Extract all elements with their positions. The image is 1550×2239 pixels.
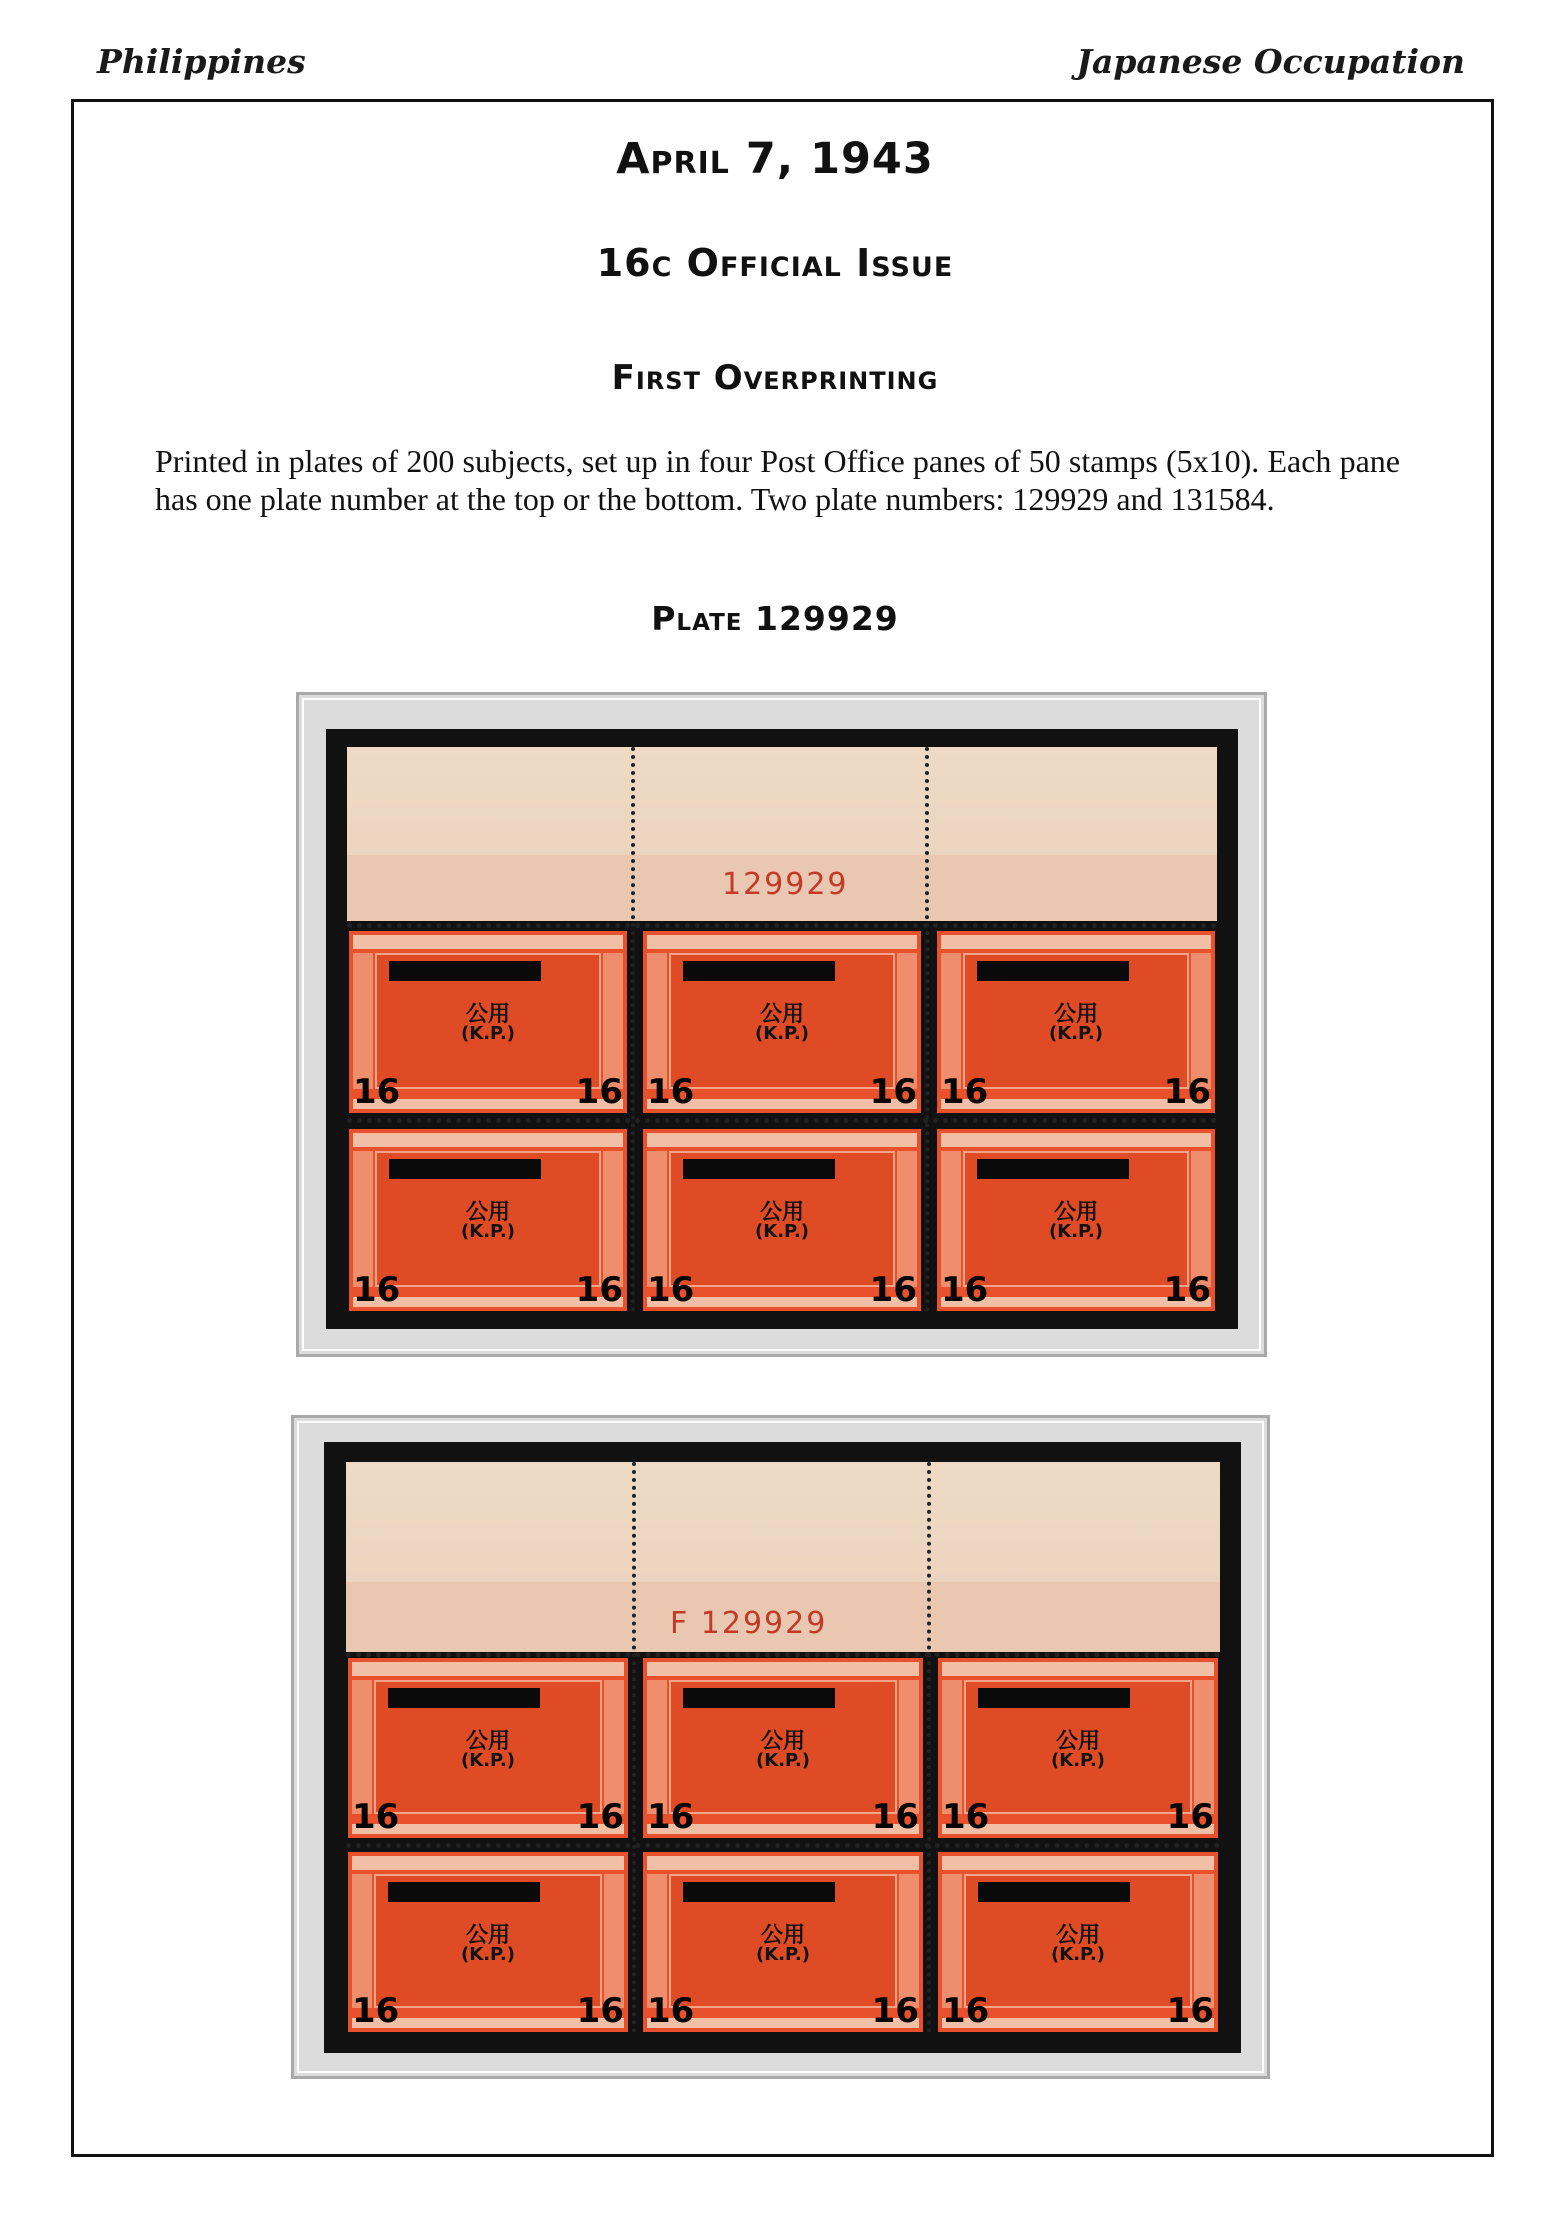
overprint-kanji: 公用 — [759, 1002, 804, 1027]
value-right: 16 — [1166, 1991, 1214, 2031]
plate-title: Plate 129929 — [651, 599, 899, 638]
value-right: 16 — [575, 1270, 623, 1310]
value-left: 16 — [647, 1991, 695, 2031]
header-section: Japanese Occupation — [1076, 42, 1465, 81]
overprint-kanji: 公用 — [759, 1200, 804, 1225]
overprint-kp: (K.P.) — [1049, 1023, 1103, 1044]
description-text: Printed in plates of 200 subjects, set up in four Post Office panes of 50 stamps (5x10). Each pane has one plate number at the top or the bottom. Two plate numbers: 129929 and 131584. — [155, 443, 1400, 517]
value-right: 16 — [869, 1270, 917, 1310]
stamp — [938, 1852, 1218, 2032]
overprint-kp: (K.P.) — [1051, 1750, 1105, 1771]
sheet-selvage — [347, 747, 1217, 921]
overprint-kanji: 公用 — [760, 1923, 805, 1948]
overprint-kp: (K.P.) — [461, 1023, 515, 1044]
stamp-block-1 — [347, 747, 1217, 1312]
value-right: 16 — [1166, 1797, 1214, 1837]
overprint-kanji: 公用 — [760, 1729, 805, 1754]
overprint-kp: (K.P.) — [461, 1944, 515, 1965]
overprint-kp: (K.P.) — [755, 1221, 809, 1242]
stamp — [643, 1658, 923, 1838]
perforation — [347, 923, 1217, 928]
stamp — [938, 1658, 1218, 1838]
stamp — [643, 1852, 923, 2032]
overprint-kanji: 公用 — [465, 1200, 510, 1225]
stamp — [643, 931, 921, 1113]
value-right: 16 — [871, 1991, 919, 2031]
stamp-block-mount-1 — [296, 692, 1267, 1357]
value-left: 16 — [353, 1270, 401, 1310]
overprint-kp: (K.P.) — [1049, 1221, 1103, 1242]
overprint-kanji: 公用 — [465, 1002, 510, 1027]
overprinting-title: First Overprinting — [611, 358, 939, 398]
overprint-kp: (K.P.) — [461, 1750, 515, 1771]
stamp — [348, 1852, 628, 2032]
overprint-kanji: 公用 — [1055, 1923, 1100, 1948]
stamp — [349, 931, 627, 1113]
stamp — [937, 1129, 1215, 1311]
overprint-kp: (K.P.) — [756, 1750, 810, 1771]
perforation — [925, 747, 933, 1312]
perforation — [632, 1462, 640, 2033]
overprint-kanji: 公用 — [465, 1923, 510, 1948]
stamp-block-mount-2 — [291, 1415, 1270, 2079]
overprint-kanji: 公用 — [1053, 1200, 1098, 1225]
value-right: 16 — [871, 1797, 919, 1837]
plate-number: 129929 — [722, 867, 849, 902]
perforation — [631, 747, 639, 1312]
stamp — [349, 1129, 627, 1311]
value-right: 16 — [576, 1797, 624, 1837]
overprint-kp: (K.P.) — [756, 1944, 810, 1965]
value-left: 16 — [941, 1072, 989, 1112]
value-left: 16 — [353, 1072, 401, 1112]
stamp — [643, 1129, 921, 1311]
overprint-kp: (K.P.) — [1051, 1944, 1105, 1965]
stamp — [937, 931, 1215, 1113]
sheet-selvage — [346, 1462, 1220, 1652]
value-right: 16 — [575, 1072, 623, 1112]
value-right: 16 — [1163, 1270, 1211, 1310]
value-left: 16 — [942, 1797, 990, 1837]
issue-date-title: April 7, 1943 — [616, 134, 934, 184]
perforation — [346, 1652, 1220, 1657]
perforation — [346, 1843, 1220, 1848]
value-left: 16 — [647, 1072, 695, 1112]
value-left: 16 — [647, 1797, 695, 1837]
perforation — [347, 1118, 1217, 1123]
plate-number: F 129929 — [670, 1606, 828, 1641]
value-left: 16 — [352, 1991, 400, 2031]
issue-title: 16c Official Issue — [596, 241, 954, 285]
overprint-kp: (K.P.) — [755, 1023, 809, 1044]
stamp-block-2 — [346, 1462, 1220, 2033]
overprint-kanji: 公用 — [1053, 1002, 1098, 1027]
overprint-kanji: 公用 — [465, 1729, 510, 1754]
overprint-kanji: 公用 — [1055, 1729, 1100, 1754]
value-left: 16 — [941, 1270, 989, 1310]
header-country: Philippines — [97, 42, 306, 81]
stamp — [348, 1658, 628, 1838]
value-right: 16 — [576, 1991, 624, 2031]
perforation — [927, 1462, 935, 2033]
value-right: 16 — [1163, 1072, 1211, 1112]
overprint-kp: (K.P.) — [461, 1221, 515, 1242]
value-right: 16 — [869, 1072, 917, 1112]
value-left: 16 — [647, 1270, 695, 1310]
value-left: 16 — [352, 1797, 400, 1837]
value-left: 16 — [942, 1991, 990, 2031]
